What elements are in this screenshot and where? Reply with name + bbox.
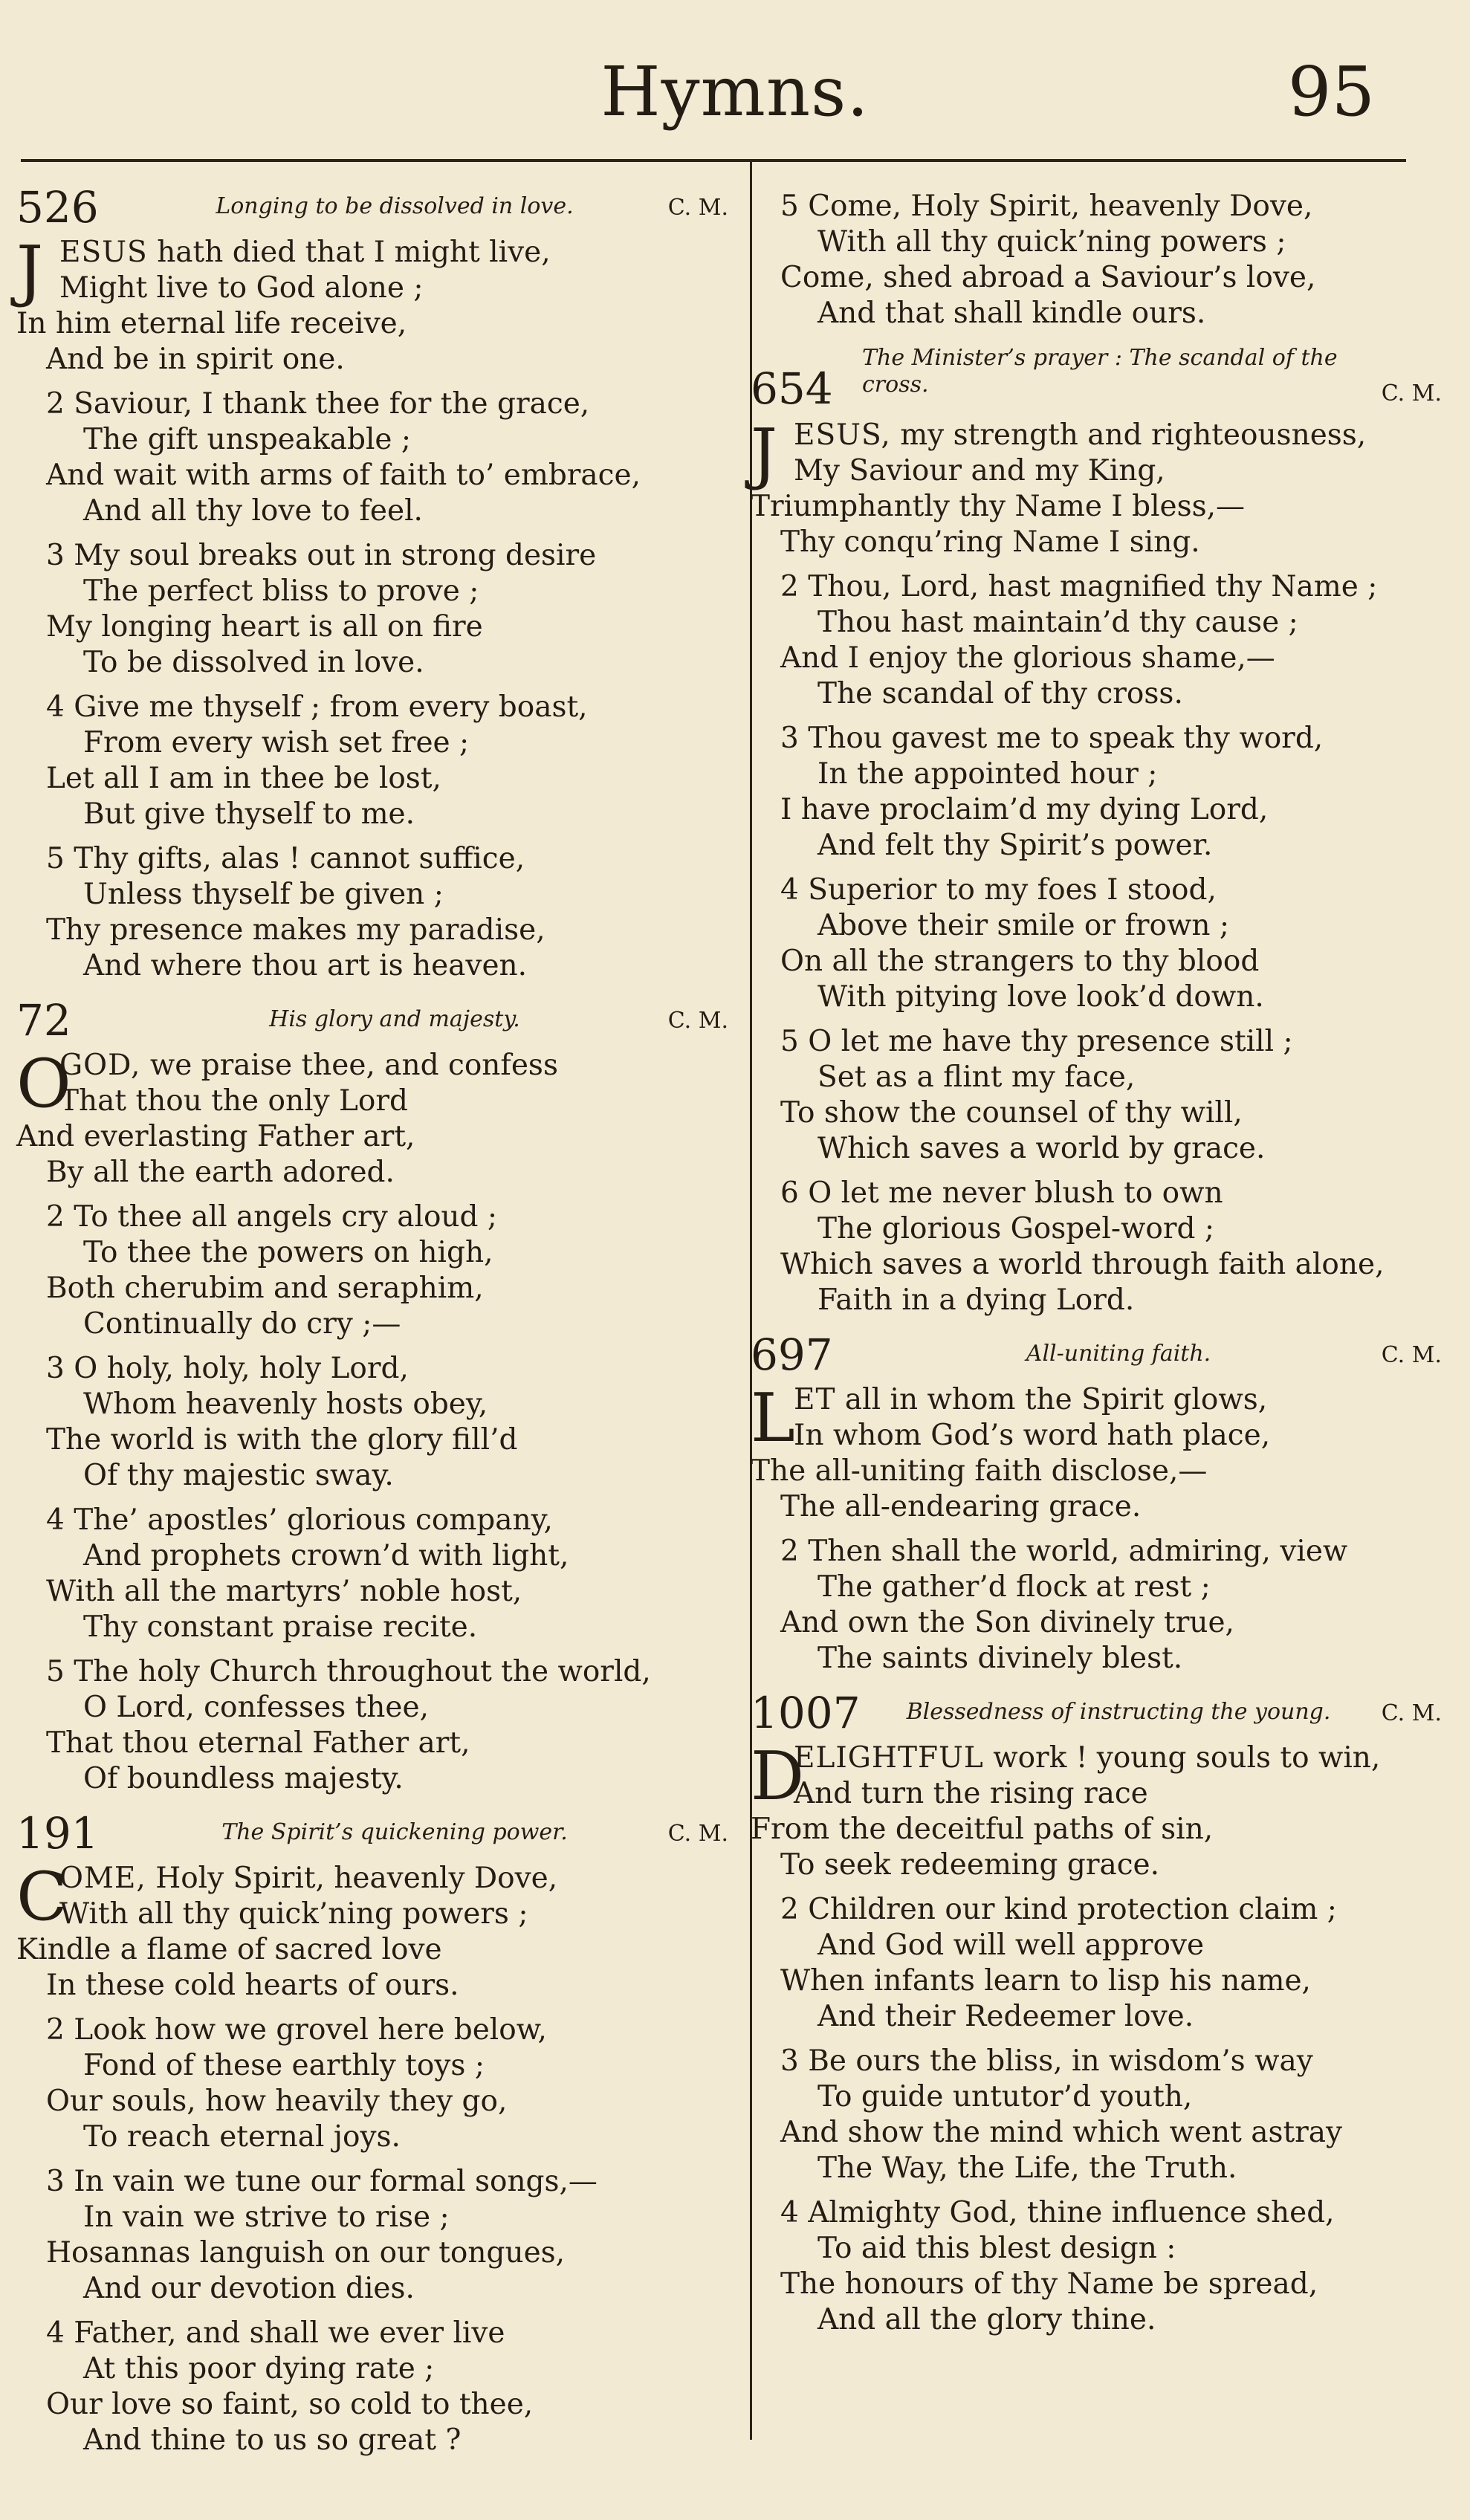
verse-text: Thy presence makes my paradise, bbox=[46, 913, 545, 947]
hymn-meter: C. M. bbox=[1381, 1700, 1442, 1726]
verse-line bbox=[751, 1534, 1442, 1570]
verse-text: I have proclaim’d my dying Lord, bbox=[780, 793, 1269, 826]
verse-line bbox=[751, 453, 1442, 489]
right-column bbox=[751, 184, 1442, 2351]
stanza bbox=[16, 386, 728, 529]
hymn bbox=[16, 997, 728, 1797]
verse-text: The Way, the Life, the Truth. bbox=[817, 2151, 1237, 2185]
verse-text: Unless thyself be given ; bbox=[83, 878, 444, 911]
verse-text: To show the counsel of thy will, bbox=[780, 1096, 1243, 1130]
hymn-title: The Spirit’s quickening power. bbox=[221, 1819, 568, 1845]
verse-line bbox=[16, 877, 728, 913]
verse-line bbox=[751, 1211, 1442, 1247]
small-caps-word: ELIGHTFUL bbox=[794, 1741, 984, 1775]
hymn-number: 654 bbox=[751, 363, 833, 414]
drop-cap: D bbox=[751, 1737, 805, 1815]
verse-text: 3 Thou gavest me to speak thy word, bbox=[780, 722, 1324, 755]
verse-line bbox=[751, 1489, 1442, 1525]
stanza bbox=[16, 1351, 728, 1494]
drop-cap: O bbox=[16, 1045, 71, 1123]
verse-line bbox=[751, 605, 1442, 641]
stanza bbox=[751, 721, 1442, 864]
verse-line bbox=[16, 458, 728, 493]
verse-line bbox=[751, 1812, 1442, 1847]
verse-line bbox=[751, 1176, 1442, 1211]
verse-text: 2 Thou, Lord, hast magnified thy Name ; bbox=[780, 570, 1378, 603]
verse-line bbox=[16, 1199, 728, 1235]
verse-text: Our souls, how heavily they go, bbox=[46, 2085, 508, 2118]
hymn-title: His glory and majesty. bbox=[269, 1006, 520, 1032]
verse-line bbox=[16, 2235, 728, 2271]
page-title: Hymns. bbox=[600, 52, 870, 132]
verse-line bbox=[751, 525, 1442, 560]
stanza bbox=[751, 1534, 1442, 1677]
verse-line bbox=[16, 1422, 728, 1458]
verse-text: 3 In vain we tune our formal songs,— bbox=[46, 2165, 598, 2198]
hymn-number: 526 bbox=[16, 182, 99, 233]
verse-line bbox=[16, 574, 728, 609]
verse-line bbox=[751, 828, 1442, 864]
stanza bbox=[16, 538, 728, 681]
verse-line bbox=[16, 913, 728, 948]
stanza bbox=[751, 2195, 1442, 2338]
verse-line bbox=[16, 422, 728, 458]
verse-text: Holy Spirit, heavenly Dove, bbox=[155, 1862, 558, 1895]
verse-text: To guide untutor’d youth, bbox=[817, 2080, 1193, 2114]
stanza bbox=[751, 569, 1442, 712]
verse-text: 5 Thy gifts, alas ! cannot suffice, bbox=[46, 842, 525, 875]
verse-line bbox=[751, 224, 1442, 260]
verse-text: By all the earth adored. bbox=[46, 1156, 395, 1189]
verse-text: And thine to us so great ? bbox=[83, 2423, 462, 2457]
verse-text: Come, shed abroad a Saviour’s love, bbox=[780, 261, 1316, 294]
verse-line bbox=[751, 676, 1442, 712]
verse-line bbox=[751, 1454, 1442, 1489]
verse-text: my strength and righteousness, bbox=[900, 418, 1367, 452]
verse-line bbox=[751, 757, 1442, 792]
verse-text: To be dissolved in love. bbox=[83, 646, 424, 679]
verse-text: That thou the only Lord bbox=[59, 1084, 408, 1118]
stanza bbox=[751, 189, 1442, 331]
verse-text: And own the Son divinely true, bbox=[780, 1606, 1234, 1639]
verse-text: In these cold hearts of ours. bbox=[46, 1969, 459, 2002]
verse-text: Which saves a world by grace. bbox=[817, 1132, 1266, 1165]
verse-line bbox=[751, 1060, 1442, 1095]
verse-line bbox=[751, 792, 1442, 828]
verse-line bbox=[16, 1458, 728, 1494]
verse-text: When infants learn to lisp his name, bbox=[780, 1964, 1311, 1998]
drop-cap: C bbox=[16, 1858, 68, 1936]
hymn-title: Longing to be dissolved in love. bbox=[216, 193, 574, 219]
verse-text: In the appointed hour ; bbox=[817, 757, 1158, 791]
stanza bbox=[16, 1858, 728, 2004]
hymn-number: 191 bbox=[16, 1808, 99, 1859]
hymn-header bbox=[751, 1329, 1442, 1380]
verse-text: 4 Father, and shall we ever live bbox=[46, 2316, 505, 2350]
verse-text: The perfect bliss to prove ; bbox=[83, 574, 479, 608]
verse-text: And be in spirit one. bbox=[46, 343, 345, 376]
verse-text: 3 Be ours the bliss, in wisdom’s way bbox=[780, 2044, 1313, 2078]
stanza bbox=[16, 232, 728, 378]
verse-text: Which saves a world through faith alone, bbox=[780, 1248, 1385, 1281]
page-number: 95 bbox=[1287, 52, 1375, 132]
verse-text: Hosannas languish on our tongues, bbox=[46, 2236, 566, 2270]
verse-line bbox=[16, 2351, 728, 2387]
verse-text: To seek redeeming grace. bbox=[780, 1848, 1160, 1882]
verse-line bbox=[751, 1024, 1442, 1060]
hymn-number: 697 bbox=[751, 1329, 833, 1380]
verse-text: 4 Superior to my foes I stood, bbox=[780, 873, 1217, 907]
stanza bbox=[16, 841, 728, 984]
verse-text: work ! young souls to win, bbox=[993, 1741, 1381, 1775]
verse-line bbox=[751, 721, 1442, 757]
hymn-header bbox=[16, 1808, 728, 1859]
hymn-title: Blessedness of instructing the young. bbox=[906, 1699, 1331, 1725]
verse-line bbox=[16, 306, 728, 342]
verse-text: 3 My soul breaks out in strong desire bbox=[46, 539, 597, 572]
verse-line bbox=[751, 2302, 1442, 2338]
verse-text: Thy constant praise recite. bbox=[83, 1610, 478, 1644]
hymn-meter: C. M. bbox=[667, 1008, 728, 1034]
small-caps-word: ET bbox=[794, 1383, 836, 1416]
verse-line bbox=[16, 2119, 728, 2155]
verse-line bbox=[751, 872, 1442, 908]
verse-text: 5 Come, Holy Spirit, heavenly Dove, bbox=[780, 190, 1313, 223]
verse-line bbox=[16, 2012, 728, 2048]
verse-line bbox=[16, 1119, 728, 1155]
drop-cap: J bbox=[751, 415, 778, 493]
verse-text: And that shall kindle ours. bbox=[817, 297, 1206, 330]
verse-line bbox=[751, 2079, 1442, 2115]
verse-text: 4 Give me thyself ; from every boast, bbox=[46, 690, 588, 724]
verse-text: And felt thy Spirit’s power. bbox=[817, 829, 1213, 862]
stanza bbox=[16, 2164, 728, 2307]
verse-text: 3 O holy, holy, holy Lord, bbox=[46, 1352, 409, 1385]
verse-text: And all the glory thine. bbox=[817, 2303, 1156, 2336]
stanza bbox=[16, 1654, 728, 1797]
verse-text: At this poor dying rate ; bbox=[83, 2352, 435, 2385]
verse-line bbox=[751, 1570, 1442, 1605]
verse-text: My longing heart is all on fire bbox=[46, 610, 483, 644]
verse-line bbox=[751, 569, 1442, 605]
verse-text: 6 O let me never blush to own bbox=[780, 1176, 1223, 1210]
verse-line bbox=[16, 342, 728, 378]
verse-line bbox=[16, 797, 728, 832]
verse-line bbox=[751, 1095, 1442, 1131]
hymn-header bbox=[751, 1690, 1442, 1736]
verse-text: The world is with the glory fill’d bbox=[46, 1423, 518, 1457]
verse-text: On all the strangers to thy blood bbox=[780, 945, 1260, 978]
verse-text: The all-uniting faith disclose,— bbox=[751, 1454, 1208, 1488]
hymn-meter: C. M. bbox=[1381, 380, 1442, 406]
verse-line bbox=[751, 1963, 1442, 1999]
verse-text: all in whom the Spirit glows, bbox=[844, 1383, 1268, 1416]
stanza bbox=[16, 690, 728, 832]
verse-text: 2 To thee all angels cry aloud ; bbox=[46, 1200, 498, 1234]
stanza bbox=[751, 415, 1442, 560]
verse-line bbox=[16, 386, 728, 422]
verse-line bbox=[751, 296, 1442, 331]
drop-cap: J bbox=[16, 232, 44, 310]
hymn-header bbox=[16, 995, 728, 1046]
verse-line bbox=[751, 1928, 1442, 1963]
hymn-meter: C. M. bbox=[667, 1821, 728, 1847]
verse-text: Faith in a dying Lord. bbox=[817, 1283, 1135, 1317]
stanza bbox=[751, 1176, 1442, 1318]
verse-text: Fond of these earthly toys ; bbox=[83, 2049, 485, 2082]
verse-text: The gift unspeakable ; bbox=[83, 423, 412, 456]
verse-text: To aid this blest design : bbox=[817, 2232, 1176, 2265]
verse-line bbox=[751, 908, 1442, 944]
verse-text: Let all I am in thee be lost, bbox=[46, 762, 441, 795]
verse-text: With all the martyrs’ noble host, bbox=[46, 1575, 522, 1608]
verse-line bbox=[16, 1610, 728, 1645]
hymn-number: 72 bbox=[16, 995, 71, 1046]
hymn bbox=[751, 189, 1442, 331]
verse-line bbox=[751, 1776, 1442, 1812]
verse-text: Triumphantly thy Name I bless,— bbox=[751, 490, 1246, 523]
verse-line bbox=[751, 641, 1442, 676]
verse-line bbox=[16, 538, 728, 574]
hymn-header bbox=[16, 182, 728, 233]
verse-text: To reach eternal joys. bbox=[83, 2120, 401, 2154]
hymn bbox=[751, 345, 1442, 1318]
verse-line bbox=[16, 609, 728, 645]
left-column bbox=[16, 184, 728, 2472]
verse-line bbox=[16, 2423, 728, 2458]
verse-text: And their Redeemer love. bbox=[817, 2000, 1194, 2033]
hymn-number: 1007 bbox=[751, 1688, 861, 1738]
verse-text: The honours of thy Name be spread, bbox=[780, 2267, 1318, 2301]
verse-line bbox=[751, 2195, 1442, 2231]
verse-text: The saints divinely blest. bbox=[817, 1642, 1183, 1675]
verse-text: And I enjoy the glorious shame,— bbox=[780, 641, 1275, 675]
hymn-meter: C. M. bbox=[1381, 1342, 1442, 1368]
verse-line bbox=[16, 761, 728, 797]
verse-text: Above their smile or frown ; bbox=[817, 909, 1230, 942]
verse-line bbox=[751, 1131, 1442, 1167]
verse-text: Whom heavenly hosts obey, bbox=[83, 1387, 488, 1421]
verse-line bbox=[751, 1892, 1442, 1928]
verse-text: O Lord, confesses thee, bbox=[83, 1691, 429, 1724]
verse-line bbox=[751, 2231, 1442, 2267]
hymn-header bbox=[751, 345, 1442, 413]
header-rule bbox=[21, 159, 1406, 162]
hymn bbox=[751, 1329, 1442, 1677]
verse-text: Thy conqu’ring Name I sing. bbox=[780, 525, 1200, 559]
verse-text: And turn the rising race bbox=[794, 1777, 1148, 1810]
verse-text: And everlasting Father art, bbox=[16, 1120, 415, 1153]
verse-text: The gather’d flock at rest ; bbox=[817, 1570, 1211, 1604]
drop-cap: L bbox=[751, 1379, 795, 1457]
verse-line bbox=[16, 948, 728, 984]
verse-line bbox=[751, 2151, 1442, 2186]
verse-text: And all thy love to feel. bbox=[83, 494, 423, 528]
verse-text: hath died that I might live, bbox=[157, 236, 551, 269]
verse-text: 2 Then shall the world, admiring, view bbox=[780, 1535, 1348, 1568]
small-caps-word: ESUS, bbox=[794, 418, 891, 452]
hymn bbox=[751, 1690, 1442, 2338]
verse-text: And show the mind which went astray bbox=[780, 2116, 1343, 2149]
verse-text: In him eternal life receive, bbox=[16, 307, 407, 340]
verse-line bbox=[16, 1968, 728, 2004]
hymn bbox=[16, 1810, 728, 2458]
stanza bbox=[751, 872, 1442, 1015]
verse-text: The glorious Gospel-word ; bbox=[817, 1212, 1215, 1246]
hymn-title: All-uniting faith. bbox=[1026, 1341, 1211, 1367]
stanza bbox=[16, 1503, 728, 1645]
verse-text: And wait with arms of faith to’ embrace, bbox=[46, 459, 641, 492]
verse-text: To thee the powers on high, bbox=[83, 1236, 493, 1269]
verse-text: With all thy quick’ning powers ; bbox=[817, 225, 1286, 259]
stanza bbox=[751, 1379, 1442, 1525]
verse-line bbox=[751, 260, 1442, 296]
verse-line bbox=[751, 1283, 1442, 1318]
verse-line bbox=[16, 690, 728, 725]
verse-text: From the deceitful paths of sin, bbox=[751, 1813, 1214, 1846]
verse-line bbox=[16, 2200, 728, 2235]
verse-text: 4 Almighty God, thine influence shed, bbox=[780, 2196, 1335, 2229]
verse-line bbox=[16, 1351, 728, 1387]
verse-text: 2 Saviour, I thank thee for the grace, bbox=[46, 387, 590, 421]
stanza bbox=[16, 2012, 728, 2155]
verse-line bbox=[16, 1897, 728, 1932]
verse-text: 2 Children our kind protection claim ; bbox=[780, 1893, 1337, 1926]
verse-text: The all-endearing grace. bbox=[780, 1490, 1142, 1523]
verse-line bbox=[16, 1761, 728, 1797]
verse-text: Of boundless majesty. bbox=[83, 1762, 404, 1795]
verse-line bbox=[751, 979, 1442, 1015]
verse-text: Both cherubim and seraphim, bbox=[46, 1272, 484, 1305]
verse-line bbox=[751, 2044, 1442, 2079]
stanza bbox=[751, 1892, 1442, 2035]
verse-line bbox=[16, 493, 728, 529]
verse-line bbox=[16, 725, 728, 761]
verse-line bbox=[16, 1271, 728, 1306]
verse-text: 4 The’ apostles’ glorious company, bbox=[46, 1503, 553, 1537]
verse-line bbox=[16, 1235, 728, 1271]
verse-line bbox=[16, 1932, 728, 1968]
verse-line bbox=[16, 1654, 728, 1690]
verse-line bbox=[16, 2084, 728, 2119]
verse-line bbox=[16, 1538, 728, 1574]
verse-text: 5 O let me have thy presence still ; bbox=[780, 1025, 1293, 1058]
small-caps-word: GOD, bbox=[59, 1049, 141, 1082]
verse-text: My Saviour and my King, bbox=[794, 454, 1165, 488]
verse-line bbox=[16, 1084, 728, 1119]
verse-line bbox=[16, 2316, 728, 2351]
verse-line bbox=[751, 1605, 1442, 1641]
verse-line bbox=[16, 1690, 728, 1726]
verse-line bbox=[751, 1999, 1442, 2035]
verse-line bbox=[751, 1641, 1442, 1677]
stanza bbox=[16, 2316, 728, 2458]
hymn-meter: C. M. bbox=[667, 195, 728, 221]
verse-line bbox=[16, 1155, 728, 1191]
verse-text: But give thyself to me. bbox=[83, 797, 415, 831]
small-caps-word: ESUS bbox=[59, 236, 148, 269]
stanza bbox=[751, 1737, 1442, 1883]
hymn bbox=[16, 184, 728, 984]
verse-text: In vain we strive to rise ; bbox=[83, 2200, 450, 2234]
verse-text: And prophets crown’d with light, bbox=[83, 1539, 569, 1572]
verse-text: From every wish set free ; bbox=[83, 726, 470, 759]
verse-text: we praise thee, and confess bbox=[149, 1049, 558, 1082]
verse-line bbox=[16, 1726, 728, 1761]
verse-text: Continually do cry ;— bbox=[83, 1307, 401, 1341]
verse-text: Of thy majestic sway. bbox=[83, 1459, 394, 1492]
verse-line bbox=[16, 841, 728, 877]
verse-text: Thou hast maintain’d thy cause ; bbox=[817, 606, 1298, 639]
verse-line bbox=[16, 1503, 728, 1538]
verse-text: Set as a flint my face, bbox=[817, 1060, 1136, 1094]
verse-line bbox=[751, 489, 1442, 525]
verse-line bbox=[16, 271, 728, 306]
verse-text: 5 The holy Church throughout the world, bbox=[46, 1655, 651, 1688]
verse-line bbox=[16, 1306, 728, 1342]
hymn-title: The Minister’s prayer : The scandal of the cross. bbox=[862, 345, 1338, 398]
stanza bbox=[16, 1199, 728, 1342]
verse-text: And God will well approve bbox=[817, 1928, 1205, 1962]
verse-line bbox=[16, 1387, 728, 1422]
verse-text: Might live to God alone ; bbox=[59, 271, 424, 305]
verse-text: And where thou art is heaven. bbox=[83, 949, 528, 982]
verse-text: Our love so faint, so cold to thee, bbox=[46, 2388, 534, 2421]
verse-text: The scandal of thy cross. bbox=[817, 677, 1183, 710]
verse-line bbox=[16, 2164, 728, 2200]
verse-line bbox=[16, 2048, 728, 2084]
verse-line bbox=[751, 1847, 1442, 1883]
small-caps-word: OME, bbox=[59, 1862, 146, 1895]
verse-line bbox=[751, 2267, 1442, 2302]
verse-line bbox=[16, 2271, 728, 2307]
verse-text: In whom God’s word hath place, bbox=[794, 1419, 1271, 1452]
verse-text: Kindle a flame of sacred love bbox=[16, 1933, 442, 1966]
stanza bbox=[751, 1024, 1442, 1167]
verse-line bbox=[751, 1418, 1442, 1454]
verse-text: 2 Look how we grovel here below, bbox=[46, 2013, 547, 2047]
verse-line bbox=[16, 2387, 728, 2423]
verse-line bbox=[751, 944, 1442, 979]
verse-line bbox=[16, 1574, 728, 1610]
verse-line bbox=[16, 645, 728, 681]
verse-line bbox=[751, 1247, 1442, 1283]
verse-line bbox=[751, 189, 1442, 224]
verse-text: With all thy quick’ning powers ; bbox=[59, 1897, 528, 1931]
verse-text: That thou eternal Father art, bbox=[46, 1726, 470, 1760]
verse-line bbox=[751, 2115, 1442, 2151]
verse-text: With pitying love look’d down. bbox=[817, 980, 1264, 1014]
stanza bbox=[16, 1045, 728, 1191]
stanza bbox=[751, 2044, 1442, 2186]
verse-text: And our devotion dies. bbox=[83, 2272, 415, 2305]
